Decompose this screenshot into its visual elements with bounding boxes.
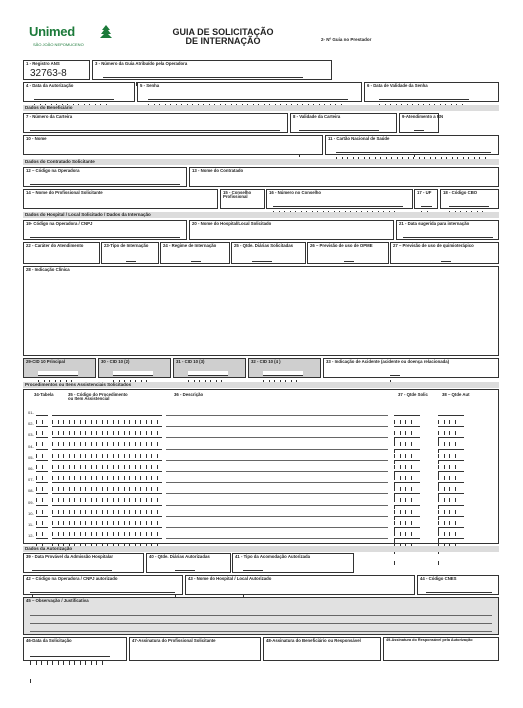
cartao-nacional-saude-field[interactable]: 11 - Cartão Nacional de Saúde (325, 135, 499, 155)
tabela-cells[interactable] (36, 489, 48, 494)
cell-grid (103, 73, 303, 78)
nome-hospital-autorizado-field[interactable]: 43 - Nome do Hospital / Local Autorizado (185, 575, 415, 595)
procedure-row-number: 04- (28, 443, 34, 449)
section-beneficiario: Dados do Beneficiário (23, 105, 499, 111)
codigo-procedimento-cells[interactable] (52, 456, 162, 461)
nome-profissional-field[interactable]: 14 – Nome do Profissional Solicitante (23, 189, 218, 209)
codigo-procedimento-cells[interactable] (52, 523, 162, 528)
qtde-solic-cells[interactable] (394, 501, 420, 506)
procedure-row[interactable] (24, 531, 498, 542)
tipo-internacao-field[interactable]: 23-Tipo de Internação (101, 242, 159, 264)
logo-text: Unimed (29, 24, 75, 39)
codigo-procedimento-cells[interactable] (52, 501, 162, 506)
section-contratado: Dados do Contratado Solicitante (23, 159, 499, 165)
procedure-row[interactable] (24, 486, 498, 497)
tabela-cells[interactable] (36, 501, 48, 506)
qtde-solic-cells[interactable] (394, 534, 420, 539)
qtde-aut-cells[interactable] (438, 445, 464, 450)
tabela-cells[interactable] (36, 411, 48, 416)
procedure-row-number: 02- (28, 421, 34, 427)
regime-internacao-field[interactable]: 24 - Regime de Internação (160, 242, 230, 264)
tabela-cells[interactable] (36, 422, 48, 427)
tabela-cells[interactable] (36, 478, 48, 483)
cid-2-field[interactable]: 30 - CID 10 (2) (98, 358, 171, 378)
tabela-cells[interactable] (36, 534, 48, 539)
qtde-diarias-field[interactable]: 25 - Qtde. Diárias Solicitadas (231, 242, 306, 264)
qtde-solic-cells[interactable] (394, 445, 420, 450)
indicacao-clinica-field[interactable]: 28 - Indicação Clínica (23, 266, 499, 356)
qtde-solic-cells[interactable] (394, 411, 420, 416)
procedure-row[interactable] (24, 509, 498, 520)
procedure-row[interactable] (24, 430, 498, 441)
qtde-aut-cells[interactable] (438, 433, 464, 438)
data-solicitacao-field[interactable]: 46-Data da Solicitação (23, 637, 127, 661)
tabela-cells[interactable] (36, 512, 48, 517)
nome-hospital-field[interactable]: 20 - Nome do Hospital/Local Solicitado (189, 220, 394, 240)
procedure-row-number: 07- (28, 477, 34, 483)
qtde-aut-cells[interactable] (438, 467, 464, 472)
indicacao-acidente-field[interactable]: 33 - Indicação de Acidente (acidente ou doença relacionada) (323, 358, 499, 378)
descricao-line[interactable] (166, 516, 388, 517)
data-sugerida-field[interactable]: 21 - Data sugerida para internação (396, 220, 499, 240)
data-provavel-admissao-field[interactable]: 39 - Data Provável da Admissão Hospitalar (23, 553, 144, 573)
qtde-aut-cells[interactable] (438, 478, 464, 483)
validade-carteira-field[interactable]: 8 - Validade da Carteira (290, 113, 397, 133)
qtde-solic-cells[interactable] (394, 478, 420, 483)
descricao-line[interactable] (166, 449, 388, 450)
nome-field[interactable]: 10 - Nome (23, 135, 323, 155)
nome-contratado-field[interactable]: 13 - Nome do Contratado (189, 167, 499, 187)
cid-3-field[interactable]: 31 - CID 10 (3) (173, 358, 246, 378)
tabela-cells[interactable] (36, 467, 48, 472)
codigo-procedimento-cells[interactable] (52, 478, 162, 483)
descricao-line[interactable] (166, 460, 388, 461)
qtde-aut-cells[interactable] (438, 456, 464, 461)
codigo-procedimento-cells[interactable] (52, 467, 162, 472)
numero-carteira-field[interactable]: 7 - Número da Carteira (23, 113, 288, 133)
data-autorizacao-field[interactable]: 4 - Data da Autorização (23, 82, 135, 102)
section-hospital: Dados do Hospital / Local Solicitado / Dados da Internação (23, 212, 499, 218)
procedure-row[interactable] (24, 464, 498, 475)
procedure-row[interactable] (24, 408, 498, 419)
cid-principal-field[interactable]: 29-CID 10 Principal (23, 358, 96, 378)
tabela-cells[interactable] (36, 456, 48, 461)
codigo-operadora-field[interactable]: 12 – Código na Operadora (23, 167, 187, 187)
cid-4-field[interactable]: 32 - CID 10 (4 ) (248, 358, 321, 378)
procedure-row-number: 10- (28, 510, 34, 516)
qtde-solic-cells[interactable] (394, 456, 420, 461)
procedure-row[interactable] (24, 475, 498, 486)
assinatura-beneficiario-field[interactable]: 48-Assinatura do Beneficiário ou Responsável (263, 637, 381, 661)
procedure-row-number: 06- (28, 466, 34, 471)
qtde-aut-cells[interactable] (438, 489, 464, 494)
descricao-line[interactable] (166, 527, 388, 528)
registro-ans-field[interactable]: 1 - Registro ANS 32763-8 (23, 60, 90, 80)
qtde-diarias-autorizadas-field[interactable]: 40 - Qtde. Diárias Autorizadas (146, 553, 231, 573)
qtde-solic-cells[interactable] (394, 433, 420, 438)
atendimento-rn-field[interactable]: 9-Atendimento a RN (399, 113, 439, 133)
guia-prestador-label: 2- Nº Guia no Prestador (321, 37, 372, 42)
qtde-aut-cells[interactable] (438, 523, 464, 528)
validade-senha-field[interactable]: 6 - Data de Validade da Senha (364, 82, 499, 102)
qtde-solic-cells[interactable] (394, 512, 420, 517)
procedure-row[interactable] (24, 419, 498, 430)
procedure-row-number: 09- (28, 499, 34, 505)
descricao-line[interactable] (166, 415, 388, 416)
qtde-aut-cells[interactable] (438, 534, 464, 539)
procedure-row[interactable] (24, 453, 498, 464)
procedure-row-number: 12- (28, 533, 34, 539)
assinatura-autorizacao-field[interactable]: 49-Assinatura do Responsável pela Autorização (383, 637, 499, 661)
procedure-row[interactable] (24, 498, 498, 509)
codigo-procedimento-cells[interactable] (52, 422, 162, 427)
carater-atendimento-field[interactable]: 22 - Caráter do Atendimento (23, 242, 100, 264)
codigo-cnpj-autorizado-field[interactable]: 42 – Código na Operadora / CNPJ autorizado (23, 575, 183, 595)
codigo-procedimento-cells[interactable] (52, 411, 162, 416)
qtde-solic-cells[interactable] (394, 467, 420, 472)
codigo-cnpj-field[interactable]: 19- Código na Operadora / CNPJ (23, 220, 187, 240)
qtde-aut-cells[interactable] (438, 512, 464, 517)
observacao-field[interactable]: 45 – Observação / Justificativa (23, 597, 499, 635)
descricao-line[interactable] (166, 426, 388, 427)
numero-conselho-field[interactable]: 16 - Número no Conselho (266, 189, 413, 209)
codigo-cbo-field[interactable]: 18 - Código CBO (440, 189, 499, 209)
numero-guia-operadora-field[interactable]: 3 - Número da Guia Atribuído pela Operadora (92, 60, 332, 80)
uf-field[interactable]: 17 - UF (414, 189, 438, 209)
codigo-procedimento-cells[interactable] (52, 433, 162, 438)
descricao-line[interactable] (166, 471, 388, 472)
logo-subtitle: SÃO JOÃO NEPOMUCENO (33, 42, 84, 47)
previsao-opme-field[interactable]: 26 – Previsão de uso de OPME (307, 242, 389, 264)
procedure-row-number: 05- (28, 454, 34, 460)
procedure-row[interactable] (24, 442, 498, 453)
procedure-row-number: 11- (28, 522, 34, 527)
codigo-procedimento-cells[interactable] (52, 512, 162, 517)
assinatura-profissional-field[interactable]: 47-Assinatura do Profissional Solicitante (129, 637, 261, 661)
section-autorizacao: Dados da Autorização (23, 546, 499, 552)
descricao-line[interactable] (166, 493, 388, 494)
unimed-tree-icon (99, 24, 113, 40)
qtde-solic-cells[interactable] (394, 489, 420, 494)
qtde-solic-cells[interactable] (394, 422, 420, 427)
codigo-procedimento-cells[interactable] (52, 445, 162, 450)
procedure-row-number: 01- (28, 410, 34, 415)
form-title: GUIA DE SOLICITAÇÃO DE INTERNAÇÃO (172, 27, 274, 46)
descricao-line[interactable] (166, 505, 388, 506)
descricao-line[interactable] (166, 437, 388, 438)
tabela-cells[interactable] (36, 523, 48, 528)
tipo-acomodacao-field[interactable]: 41 - Tipo da Acomodação Autorizada (232, 553, 354, 573)
procedure-row-number: 03- (28, 432, 34, 438)
section-procedimentos: Procedimentos ou Itens Assistenciais Solicitados (23, 382, 499, 388)
qtde-aut-cells[interactable] (438, 422, 464, 427)
procedure-row-number: 08- (28, 488, 34, 494)
procedure-row[interactable] (24, 520, 498, 531)
qtde-aut-cells[interactable] (438, 411, 464, 416)
tabela-cells[interactable] (36, 445, 48, 450)
procedimentos-table: 34-Tabela 35 - Código do Procedimento ou Item Assistencial 36 - Descrição 37 - Qtde Solic 38 – Qtde Aut 01- 02- 03- 04- 05- 06- 07- 08- 09- 10- 11- 12- (23, 389, 499, 544)
descricao-line[interactable] (166, 482, 388, 483)
codigo-procedimento-cells[interactable] (52, 534, 162, 539)
codigo-procedimento-cells[interactable] (52, 489, 162, 494)
codigo-cnes-field[interactable]: 44 - Código CNES (417, 575, 499, 595)
descricao-line[interactable] (166, 538, 388, 539)
tabela-cells[interactable] (36, 433, 48, 438)
registro-ans-value: 32763-8 (30, 68, 67, 79)
conselho-profissional-field[interactable]: 15 - Conselho Profissional (220, 189, 265, 209)
senha-field[interactable]: 5 - Senha (137, 82, 362, 102)
previsao-quimio-field[interactable]: 27 – Previsão de uso de quimioterápico (390, 242, 499, 264)
qtde-aut-cells[interactable] (438, 501, 464, 506)
qtde-solic-cells[interactable] (394, 523, 420, 528)
